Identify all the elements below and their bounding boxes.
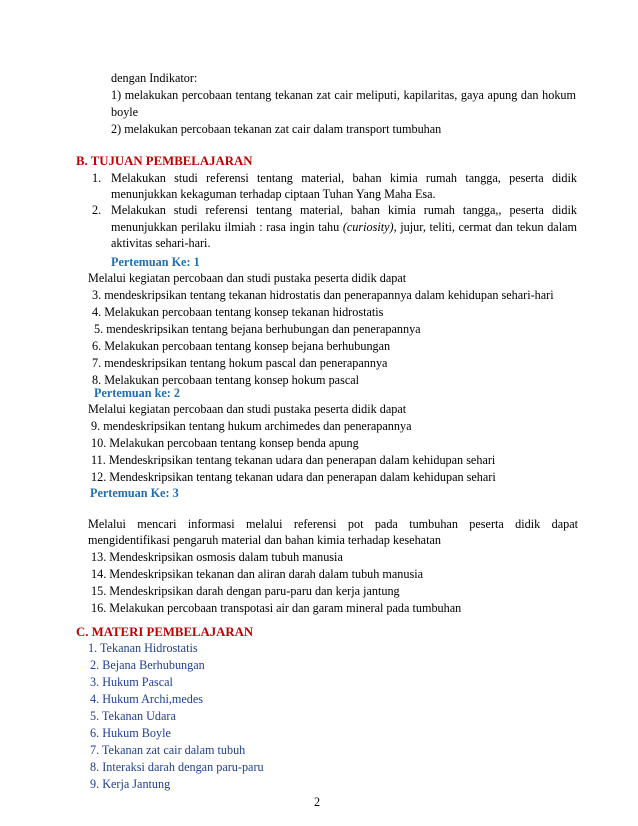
- meeting-3-item-14: 14. Mendeskripsikan tekanan dan aliran darah dalam tubuh manusia: [91, 567, 424, 581]
- material-item-2: 2. Bejana Berhubungan: [90, 658, 205, 672]
- meeting-3-item-13: 13. Mendeskripsikan osmosis dalam tubuh manusia: [91, 550, 343, 564]
- meeting-1-item-3: 3. mendeskripsikan tentang tekanan hidrostatis dan penerapannya dalam kehidupan sehari-hari: [92, 288, 554, 302]
- meeting-3-item-15: 15. Mendeskripsikan darah dengan paru-paru dan kerja jantung: [91, 584, 400, 598]
- meeting-2-item-11: 11. Mendeskripsikan tentang tekanan udara dan penerapan dalam kehidupan sehari: [91, 453, 496, 467]
- material-item-6: 6. Hukum Boyle: [90, 726, 171, 740]
- goal-2-line2-text: menunjukkan perilaku ilmiah : rasa ingin tahu: [111, 220, 343, 234]
- meeting-1-title: Pertemuan Ke: 1: [111, 255, 200, 269]
- material-item-3: 3. Hukum Pascal: [90, 675, 173, 689]
- meeting-2-intro: Melalui kegiatan percobaan dan studi pustaka peserta didik dapat: [88, 402, 407, 416]
- material-item-1: 1. Tekanan Hidrostatis: [88, 641, 198, 655]
- goal-1-line1: Melakukan studi referensi tentang material, bahan kimia rumah tangga, peserta didik: [111, 171, 577, 185]
- section-c-title: C. MATERI PEMBELAJARAN: [76, 625, 254, 639]
- goal-2-line2-rest: , jujur, teliti, cermat dan tekun dalam: [393, 220, 577, 234]
- meeting-2-item-10: 10. Melakukan percobaan tentang konsep benda apung: [91, 436, 359, 450]
- meeting-1-item-7: 7. mendeskripsikan tentang hokum pascal dan penerapannya: [92, 356, 388, 370]
- material-item-7: 7. Tekanan zat cair dalam tubuh: [90, 743, 246, 757]
- material-item-5: 5. Tekanan Udara: [90, 709, 176, 723]
- goal-1-line2: menunjukkan kekaguman terhadap ciptaan Tuhan Yang Maha Esa.: [111, 187, 436, 201]
- indicator-1-line1: 1) melakukan percobaan tentang tekanan zat cair meliputi, kapilaritas, gaya apung dan hokum: [111, 88, 576, 102]
- indicator-label: dengan Indikator:: [111, 71, 198, 85]
- indicator-2: 2) melakukan percobaan tekanan zat cair dalam transport tumbuhan: [111, 122, 442, 136]
- meeting-3-item-16: 16. Melakukan percobaan transpotasi air dan garam mineral pada tumbuhan: [91, 601, 462, 615]
- meeting-1-item-8: 8. Melakukan percobaan tentang konsep hokum pascal: [92, 373, 360, 387]
- page-number: 2: [314, 795, 321, 809]
- meeting-1-intro: Melalui kegiatan percobaan dan studi pustaka peserta didik dapat: [88, 271, 407, 285]
- indicator-1-line2: boyle: [111, 105, 139, 119]
- meeting-1-item-5: 5. mendeskripsikan tentang bejana berhubungan dan penerapannya: [94, 322, 421, 336]
- goal-2-line1: Melakukan studi referensi tentang material, bahan kimia rumah tangga,, peserta didik: [111, 203, 577, 217]
- curiosity-term: (curiosity): [342, 220, 394, 234]
- meeting-3-intro-line2: mengidentifikasi pengaruh material dan bahan kimia terhadap kesehatan: [88, 533, 441, 547]
- meeting-3-intro-line1: Melalui mencari informasi melalui referensi pot pada tumbuhan peserta didik dapat: [88, 517, 578, 531]
- goal-1-number: 1.: [92, 171, 102, 185]
- meeting-3-title: Pertemuan Ke: 3: [90, 486, 179, 500]
- goal-2-number: 2.: [92, 203, 102, 217]
- goal-2-line2: [111, 219, 577, 235]
- meeting-1-item-6: 6. Melakukan percobaan tentang konsep bejana berhubungan: [92, 339, 391, 353]
- meeting-2-title: Pertemuan ke: 2: [94, 386, 180, 400]
- section-b-title: B. TUJUAN PEMBELAJARAN: [76, 154, 253, 168]
- meeting-2-item-9: 9. mendeskripsikan tentang hukum archimedes dan penerapannya: [91, 419, 412, 433]
- material-item-4: 4. Hukum Archi,medes: [90, 692, 204, 706]
- material-item-8: 8. Interaksi darah dengan paru-paru: [90, 760, 264, 774]
- material-item-9: 9. Kerja Jantung: [90, 777, 171, 791]
- meeting-1-item-4: 4. Melakukan percobaan tentang konsep tekanan hidrostatis: [92, 305, 384, 319]
- meeting-2-item-12: 12. Mendeskripsikan tentang tekanan udara dan penerapan dalam kehidupan sehari: [91, 470, 496, 484]
- goal-2-line3: aktivitas sehari-hari.: [111, 236, 211, 250]
